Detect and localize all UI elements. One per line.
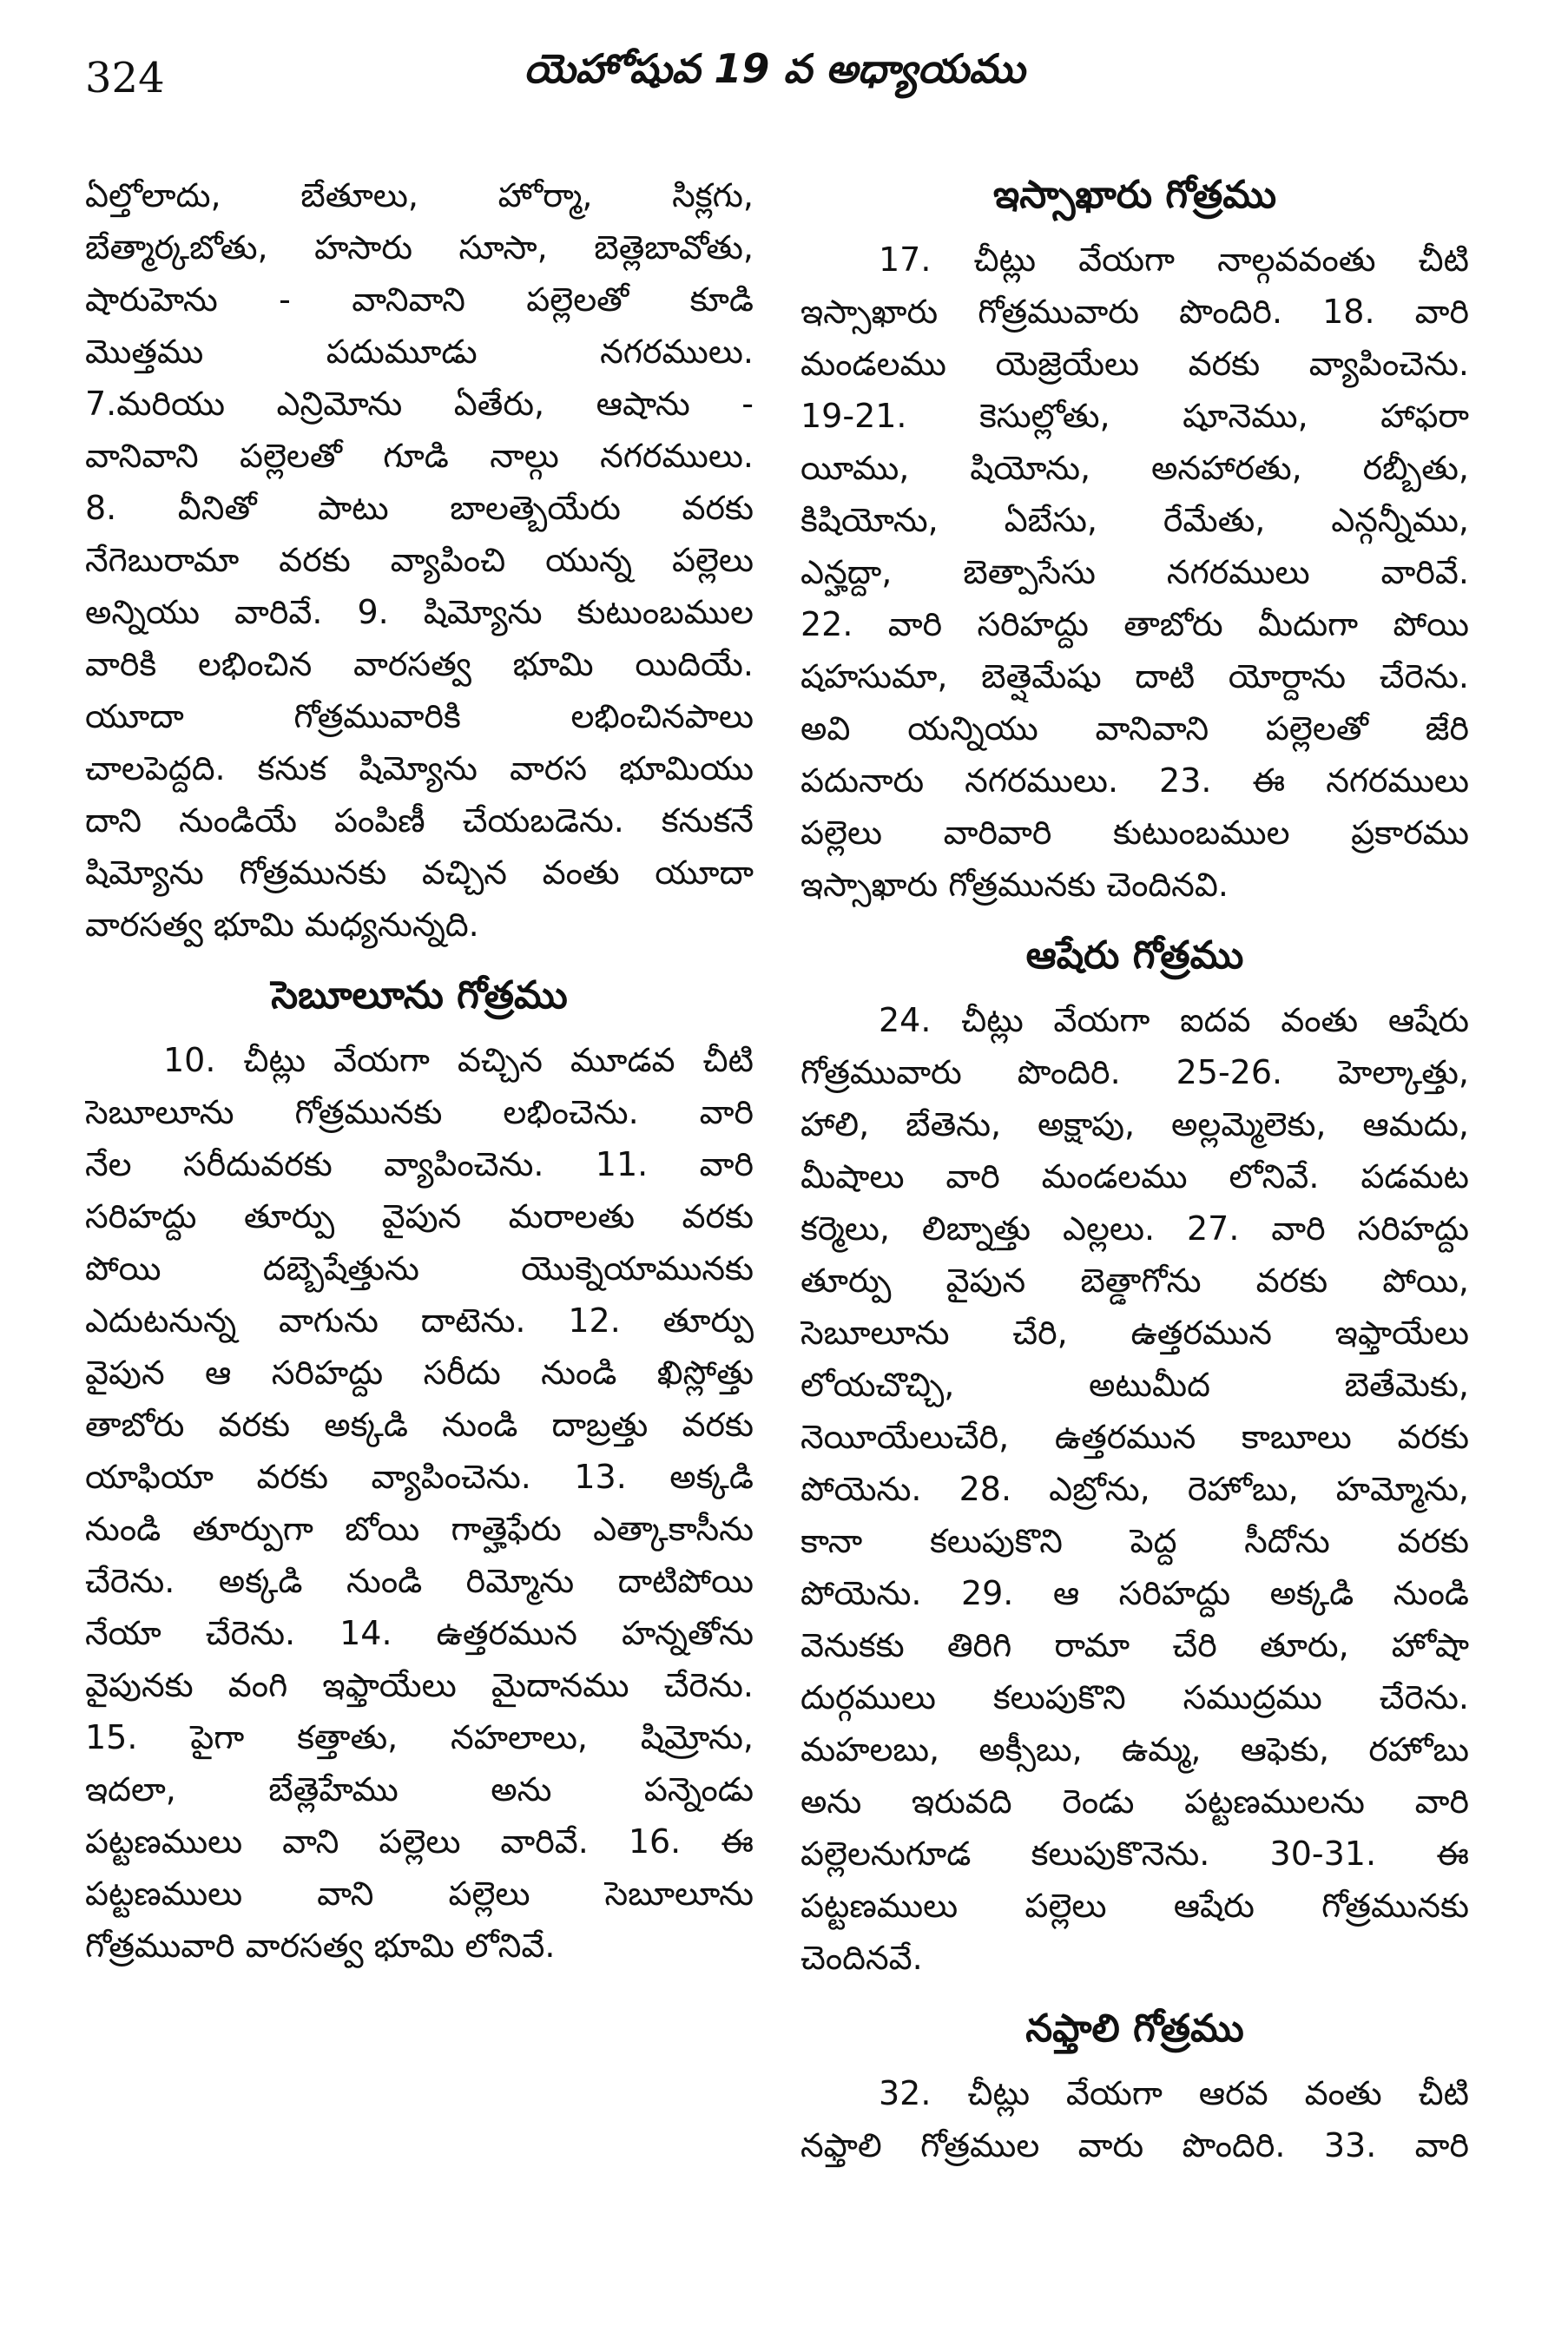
running-title: యెహోషువ 19 వ అధ్యాయము [524, 45, 1025, 92]
text-line: హాలి, బేతెను, అక్షాపు, అల్లమ్మెలెకు, ఆమదు, [800, 1105, 1469, 1143]
text-line: ఎన్హద్దా, బెత్పాసేసు నగరములు వారివే. [800, 553, 1469, 591]
text-line: 8. వీనితో పాటు బాలత్బెయేరు వరకు [85, 489, 754, 527]
text-line: గోత్రమువారి వారసత్వ భూమి లోనివే. [85, 1927, 556, 1965]
text-line: అవి యన్నియు వానివాని పల్లెలతో జేరి [800, 709, 1469, 748]
text-line: ఇస్సాఖారు గోత్రమునకు చెందినవి. [800, 866, 1229, 904]
text-line: చెందినవే. [800, 1939, 923, 1977]
section-heading-issachar: ఇస్సాఖారు గోత్రము [992, 173, 1277, 217]
text-line: గోత్రమువారు పొందిరి. 25-26. హెల్కాత్తు, [800, 1053, 1469, 1091]
text-line: పట్టణములు వాని పల్లెలు సెబూలూను [85, 1874, 754, 1913]
text-line: పల్లెలు వారివారి కుటుంబముల ప్రకారము [800, 814, 1469, 852]
text-line: కర్మెలు, లిబ్నాత్తు ఎల్లలు. 27. వారి సరిహద్దు [800, 1209, 1469, 1248]
text-line: యాఫియా వరకు వ్యాపించెను. 13. అక్కడి [85, 1458, 754, 1496]
text-line: పట్టణములు పల్లెలు ఆషేరు గోత్రమునకు [800, 1887, 1469, 1925]
page-header [85, 42, 1464, 120]
text-line: సెబూలూను గోత్రమునకు లభించెను. వారి [85, 1093, 754, 1131]
text-line: నెయీయేలుచేరి, ఉత్తరమున కాబూలు వరకు [800, 1418, 1469, 1456]
text-line: ఎదుటనున్న వాగును దాటెను. 12. తూర్పు [85, 1301, 754, 1340]
text-line: వెనుకకు తిరిగి రామా చేరి తూరు, హోషా [800, 1626, 1469, 1664]
text-line: పోయెను. 29. ఆ సరిహద్దు అక్కడి నుండి [800, 1574, 1469, 1612]
page-number: 324 [85, 54, 165, 102]
text-line: 24. చీట్లు వేయగా ఐదవ వంతు ఆషేరు [879, 1001, 1469, 1039]
text-line: నేల సరీదువరకు వ్యాపించెను. 11. వారి [85, 1145, 754, 1183]
left-column [85, 169, 754, 1972]
text-line: తూర్పు వైపున బెత్డాగోను వరకు పోయి, [800, 1262, 1469, 1300]
right-block-2 [800, 994, 1469, 1984]
text-line: 19-21. కెసుల్లోతు, షూనెము, హాఫరా [800, 397, 1469, 435]
text-line: సెబూలూను చేరి, ఉత్తరమున ఇఫ్తాయేలు [800, 1314, 1469, 1352]
text-line: ఇస్సాఖారు గోత్రమువారు పొందిరి. 18. వారి [800, 293, 1469, 331]
text-line: పోయెను. 28. ఎబ్రోను, రెహోబు, హమ్మోను, [800, 1470, 1469, 1508]
text-line: 7.మరియు ఎన్రిమోను ఏతేరు, ఆషాను - [85, 385, 754, 423]
text-line: 15. పైగా కత్తాతు, నహలాలు, షిమ్రోను, [85, 1718, 754, 1756]
right-block-3 [800, 2067, 1469, 2171]
text-line: నుండి తూర్పుగా బోయి గాత్హెఫేరు ఎత్కాకాసీను [85, 1510, 754, 1548]
text-line: 22. వారి సరిహద్దు తాబోరు మీదుగా పోయి [800, 605, 1469, 643]
text-line: దాని నుండియే పంపిణీ చేయబడెను. కనుకనే [85, 801, 754, 840]
text-line: మహలబు, అక్సీబు, ఉమ్మ, ఆఫెకు, రహోబు [800, 1730, 1469, 1769]
text-line: నఫ్తాలి గోత్రముల వారు పొందిరి. 33. వారి [800, 2126, 1469, 2164]
text-line: యూదా గోత్రమువారికి లభించినపాలు [85, 697, 754, 735]
text-line: పల్లెలనుగూడ కలుపుకొనెను. 30-31. ఈ [800, 1835, 1469, 1873]
text-line: పోయి దబ్బెషేత్తును యొక్నెయామునకు [85, 1249, 754, 1288]
left-block-1 [85, 169, 754, 951]
text-line: మొత్తము పదుమూడు నగరములు. [85, 333, 754, 371]
text-line: యీము, షియోను, అనహారతు, రబ్బీతు, [800, 449, 1469, 487]
text-line: బేత్మార్కబోతు, హసారు సూసా, బెత్లెబావోతు, [85, 228, 754, 267]
right-column [800, 169, 1469, 2171]
text-line: దుర్గములు కలుపుకొని సముద్రము చేరెను. [800, 1678, 1469, 1716]
text-line: వైపునకు వంగి ఇఫ్తాయేలు మైదానము చేరెను. [85, 1666, 754, 1704]
text-line: చాలపెద్దది. కనుక షిమ్యోను వారస భూమియు [85, 749, 754, 787]
text-line: లోయచొచ్చి, అటుమీద బెతేమెకు, [800, 1366, 1469, 1404]
text-line: 10. చీట్లు వేయగా వచ్చిన మూడవ చీటి [163, 1041, 754, 1079]
text-line: షారుహెను - వానివాని పల్లెలతో కూడి [85, 280, 754, 319]
text-line: నేయా చేరెను. 14. ఉత్తరమున హన్నతోను [85, 1614, 754, 1652]
text-line: అన్నియు వారివే. 9. షిమ్యోను కుటుంబముల [85, 593, 754, 631]
text-line: ఏల్తోలాదు, బేతూలు, హోర్మా, సిక్లగు, [85, 176, 754, 214]
left-block-2 [85, 1034, 754, 1972]
text-line: వైపున ఆ సరిహద్దు సరీదు నుండి ఖిస్లోత్తు [85, 1354, 754, 1392]
text-line: వానివాని పల్లెలతో గూడి నాల్గు నగరములు. [85, 437, 754, 475]
text-line: పదునారు నగరములు. 23. ఈ నగరములు [800, 761, 1469, 800]
section-heading-zebulun: సెబూలూను గోత్రము [271, 973, 568, 1018]
text-line: పట్టణములు వాని పల్లెలు వారివే. 16. ఈ [85, 1822, 754, 1861]
text-line: చేరెను. అక్కడి నుండి రిమ్మోను దాటిపోయి [85, 1562, 754, 1600]
text-line: మండలము యెజ్రెయేలు వరకు వ్యాపించెను. [800, 345, 1469, 383]
text-line: మీషాలు వారి మండలము లోనివే. పడమట [800, 1157, 1469, 1196]
text-line: 32. చీట్లు వేయగా ఆరవ వంతు చీటి [879, 2074, 1469, 2112]
text-line: షిమ్యోను గోత్రమునకు వచ్చిన వంతు యూదా [85, 853, 754, 892]
text-line: సరిహద్దు తూర్పు వైపున మరాలతు వరకు [85, 1197, 754, 1235]
right-block-1 [800, 234, 1469, 911]
text-line: ఇదలా, బేత్లెహేము అను పన్నెండు [85, 1770, 754, 1808]
text-line: వారికి లభించిన వారసత్వ భూమి యిదియే. [85, 645, 754, 683]
text-line: 17. చీట్లు వేయగా నాల్గవవంతు చీటి [879, 240, 1469, 279]
text-line: కానా కలుపుకొని పెద్ద సీదోను వరకు [800, 1522, 1469, 1560]
text-line: వారసత్వ భూమి మధ్యనున్నది. [85, 906, 479, 944]
text-line: నేగెబురామా వరకు వ్యాపించి యున్న పల్లెలు [85, 541, 754, 579]
text-line: కిషియోను, ఏబేసు, రేమేతు, ఎన్గన్నీము, [800, 501, 1469, 539]
text-line: షహసుమా, బెత్షెమేషు దాటి యోర్దాను చేరెను. [800, 657, 1469, 695]
text-line: అను ఇరువది రెండు పట్టణములను వారి [800, 1782, 1469, 1821]
section-heading-naphtali: నఫ్తాలి గోత్రము [1025, 2006, 1244, 2051]
text-line: తాబోరు వరకు అక్కడి నుండి దాబ్రత్తు వరకు [85, 1406, 754, 1444]
section-heading-asher: ఆషేరు గోత్రము [1025, 933, 1244, 978]
